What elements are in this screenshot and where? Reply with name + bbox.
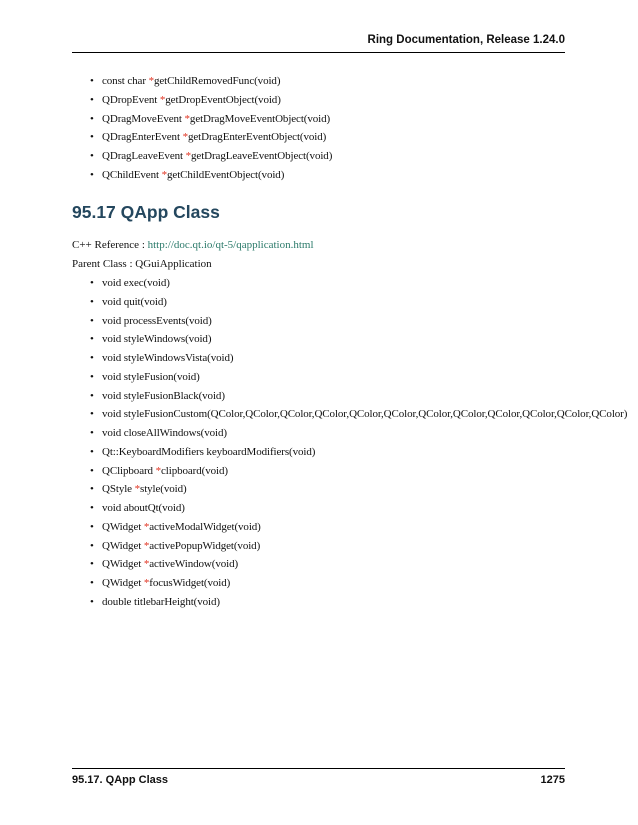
pointer-star: * <box>148 75 154 87</box>
pointer-star: * <box>182 131 188 144</box>
signature-prefix: void aboutQt(void) <box>102 502 185 514</box>
signature-suffix: getDragLeaveEventObject(void) <box>191 150 333 162</box>
api-list-top <box>90 72 332 185</box>
bullet: • <box>90 464 94 477</box>
signature-prefix: QDragLeaveEvent <box>102 150 186 162</box>
list-item <box>90 312 627 331</box>
pointer-star: * <box>184 112 190 125</box>
pointer-star: * <box>143 558 150 571</box>
signature-prefix: QStyle <box>102 483 135 496</box>
pointer-star: * <box>143 520 150 533</box>
list-item <box>90 293 627 312</box>
signature-prefix: void processEvents(void) <box>102 314 212 327</box>
list-item <box>90 128 332 147</box>
list-item <box>90 443 627 462</box>
signature-prefix: Qt::KeyboardModifiers keyboardModifiers(void) <box>102 445 316 458</box>
signature-prefix: QDropEvent <box>102 93 160 106</box>
bullet: • <box>90 539 94 552</box>
signature-suffix: clipboard(void) <box>161 464 228 477</box>
signature-prefix: QClipboard <box>102 464 156 477</box>
bullet: • <box>90 314 94 327</box>
signature-suffix: getDropEventObject(void) <box>165 93 281 106</box>
signature-suffix: getDragMoveEventObject(void) <box>189 112 331 125</box>
signature-suffix: style(void) <box>140 483 187 496</box>
list-item <box>90 72 332 91</box>
signature-suffix: activePopupWidget(void) <box>149 539 261 552</box>
pointer-star: * <box>155 464 161 477</box>
signature-prefix: QWidget <box>102 577 144 589</box>
signature-prefix: void styleFusion(void) <box>102 370 200 383</box>
list-item <box>90 147 332 166</box>
signature-suffix: focusWidget(void) <box>149 577 231 589</box>
signature-suffix: getChildEventObject(void) <box>167 168 285 181</box>
list-item <box>90 537 627 556</box>
signature-prefix: void styleFusionBlack(void) <box>102 389 225 402</box>
header-title: Ring Documentation, Release 1.24.0 <box>367 34 565 46</box>
list-item <box>90 480 627 499</box>
list-item <box>90 330 627 349</box>
bullet: • <box>90 75 94 87</box>
bullet: • <box>90 483 94 496</box>
cpp-reference-line <box>72 239 314 251</box>
bullet: • <box>90 520 94 533</box>
bullet: • <box>90 389 94 402</box>
pointer-star: * <box>185 150 192 162</box>
bullet: • <box>90 595 94 608</box>
signature-suffix: activeWindow(void) <box>149 558 239 571</box>
signature-prefix: QWidget <box>102 558 144 571</box>
signature-prefix: void exec(void) <box>102 277 170 289</box>
reference-link[interactable]: http://doc.qt.io/qt-5/qapplication.html <box>147 239 314 251</box>
pointer-star: * <box>143 577 150 589</box>
list-item <box>90 110 332 129</box>
pointer-star: * <box>134 483 141 496</box>
signature-prefix: QChildEvent <box>102 168 162 181</box>
signature-prefix: void quit(void) <box>102 295 167 308</box>
api-list-methods <box>90 274 627 612</box>
bullet: • <box>90 427 94 439</box>
signature-suffix: getDragEnterEventObject(void) <box>187 131 327 144</box>
bullet: • <box>90 333 94 346</box>
list-item <box>90 91 332 110</box>
list-item <box>90 593 627 612</box>
signature-prefix: void closeAllWindows(void) <box>102 427 227 439</box>
reference-label: C++ Reference : <box>72 239 148 251</box>
list-item <box>90 518 627 537</box>
signature-prefix: void styleWindows(void) <box>102 333 212 346</box>
bullet: • <box>90 150 94 162</box>
section-title: 95.17 QApp Class <box>72 202 220 222</box>
signature-suffix: getChildRemovedFunc(void) <box>153 75 281 87</box>
signature-prefix: QDragMoveEvent <box>102 112 185 125</box>
bullet: • <box>90 168 94 181</box>
list-item <box>90 368 627 387</box>
bullet: • <box>90 295 94 308</box>
signature-prefix: const char <box>102 75 149 87</box>
list-item <box>90 405 627 424</box>
signature-prefix: QDragEnterEvent <box>102 131 183 144</box>
list-item <box>90 166 332 185</box>
bullet: • <box>90 131 94 144</box>
bullet: • <box>90 445 94 458</box>
signature-prefix: void styleWindowsVista(void) <box>102 352 234 364</box>
list-item <box>90 555 627 574</box>
bullet: • <box>90 370 94 383</box>
list-item <box>90 349 627 368</box>
bullet: • <box>90 93 94 106</box>
list-item <box>90 387 627 406</box>
list-item <box>90 499 627 518</box>
bullet: • <box>90 558 94 571</box>
list-item <box>90 574 627 593</box>
page-number: 1275 <box>540 774 565 786</box>
list-item <box>90 462 627 481</box>
pointer-star: * <box>161 168 168 181</box>
footer-section: 95.17. QApp Class <box>72 774 168 786</box>
signature-prefix: double titlebarHeight(void) <box>102 595 220 608</box>
signature-prefix: QWidget <box>102 520 144 533</box>
pointer-star: * <box>159 93 166 106</box>
signature-suffix: activeModalWidget(void) <box>149 520 261 533</box>
list-item <box>90 274 627 293</box>
signature-prefix: QWidget <box>102 539 144 552</box>
bullet: • <box>90 277 94 289</box>
parent-class-line: Parent Class : QGuiApplication <box>72 258 212 270</box>
signature-prefix: void styleFusionCustom(QColor,QColor,QColor,QColor,QColor,QColor,QColor,QColor,QColor,QColor,QColor,QColor) <box>102 408 628 421</box>
bullet: • <box>90 502 94 514</box>
bullet: • <box>90 352 94 364</box>
list-item <box>90 424 627 443</box>
page-footer <box>72 768 565 791</box>
pointer-star: * <box>143 539 150 552</box>
bullet: • <box>90 408 94 421</box>
page-header <box>72 34 565 53</box>
bullet: • <box>90 577 94 589</box>
bullet: • <box>90 112 94 125</box>
